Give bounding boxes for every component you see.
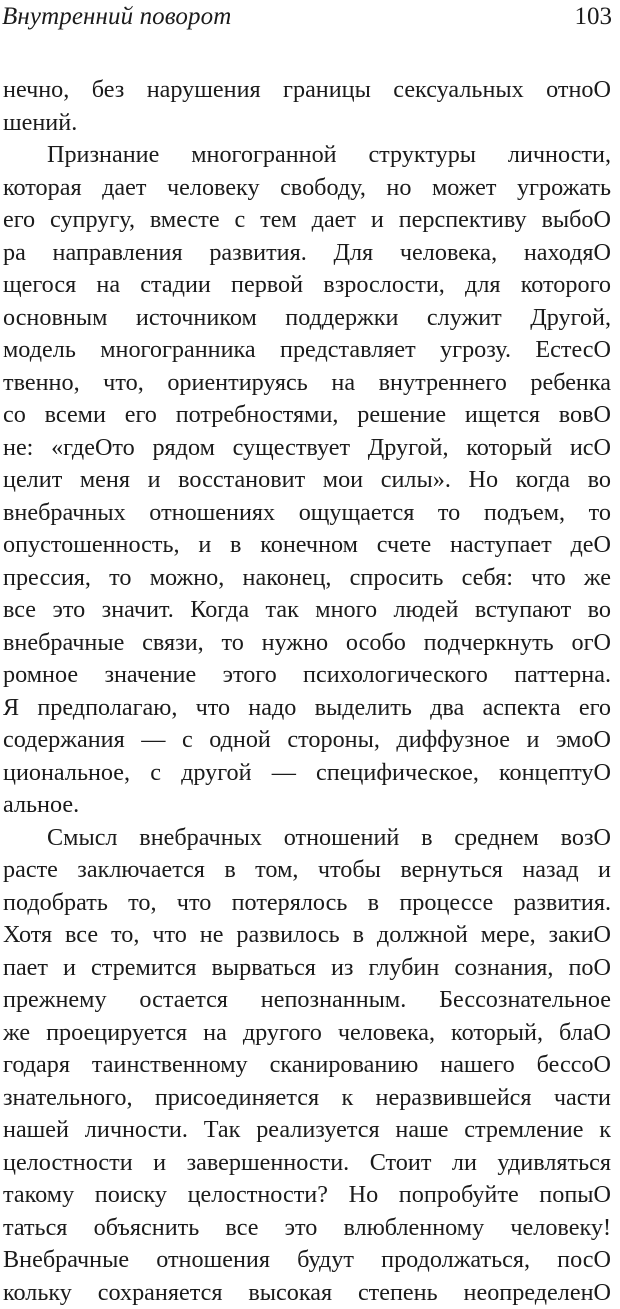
- text-line: основным источником поддержки служит Другой,: [3, 302, 611, 335]
- text-line: Признание многогранной структуры личности,: [3, 139, 611, 172]
- text-line: Смысл внебрачных отношений в среднем возO: [3, 822, 611, 855]
- body-text: [3, 74, 611, 1309]
- page-number: 103: [575, 2, 613, 32]
- text-line: кольку сохраняется высокая степень неопределенO: [3, 1277, 611, 1309]
- text-line: альное.: [3, 789, 611, 822]
- text-line: опустошенность, и в конечном счете наступает деO: [3, 529, 611, 562]
- text-line: модель многогранника представляет угрозу. ЕстесO: [3, 334, 611, 367]
- text-line: ромное значение этого психологического паттерна.: [3, 659, 611, 692]
- text-line: пает и стремится вырваться из глубин сознания, поO: [3, 952, 611, 985]
- text-line: годаря таинственному сканированию нашего бессоO: [3, 1049, 611, 1082]
- text-line: таться объяснить все это влюбленному человеку!: [3, 1212, 611, 1245]
- text-line: внебрачных отношениях ощущается то подъем, то: [3, 497, 611, 530]
- text-line: нечно, без нарушения границы сексуальных отноO: [3, 74, 611, 107]
- text-line: шений.: [3, 107, 611, 140]
- text-line: ра направления развития. Для человека, находяO: [3, 237, 611, 270]
- text-line: целостности и завершенности. Стоит ли удивляться: [3, 1147, 611, 1180]
- text-line: Хотя все то, что не развилось в должной мере, закиO: [3, 919, 611, 952]
- text-line: целит меня и восстановит мои силы». Но когда во: [3, 464, 611, 497]
- text-line: подобрать то, что потерялось в процессе развития.: [3, 887, 611, 920]
- text-line: нашей личности. Так реализуется наше стремление к: [3, 1114, 611, 1147]
- running-title: Внутренний поворот: [2, 2, 231, 32]
- text-line: же проецируется на другого человека, который, блаO: [3, 1017, 611, 1050]
- text-line: прессия, то можно, наконец, спросить себя: что же: [3, 562, 611, 595]
- text-line: прежнему остается непознанным. Бессознательное: [3, 984, 611, 1017]
- text-line: расте заключается в том, чтобы вернуться назад и: [3, 854, 611, 887]
- text-line: его супругу, вместе с тем дает и перспективу выбоO: [3, 204, 611, 237]
- text-line: знательного, присоединяется к неразвившейся части: [3, 1082, 611, 1115]
- text-line: внебрачные связи, то нужно особо подчеркнуть огO: [3, 627, 611, 660]
- text-line: которая дает человеку свободу, но может угрожать: [3, 172, 611, 205]
- text-line: циональное, с другой — специфическое, концептуO: [3, 757, 611, 790]
- text-line: не: «гдеOто рядом существует Другой, который исO: [3, 432, 611, 465]
- text-line: твенно, что, ориентируясь на внутреннего ребенка: [3, 367, 611, 400]
- text-line: Внебрачные отношения будут продолжаться, посO: [3, 1244, 611, 1277]
- text-line: такому поиску целостности? Но попробуйте попыO: [3, 1179, 611, 1212]
- text-line: со всеми его потребностями, решение ищется вовO: [3, 399, 611, 432]
- running-header: [0, 2, 620, 36]
- text-line: содержания — с одной стороны, диффузное и эмоO: [3, 724, 611, 757]
- text-line: все это значит. Когда так много людей вступают во: [3, 594, 611, 627]
- text-line: щегося на стадии первой взрослости, для которого: [3, 269, 611, 302]
- text-line: Я предполагаю, что надо выделить два аспекта его: [3, 692, 611, 725]
